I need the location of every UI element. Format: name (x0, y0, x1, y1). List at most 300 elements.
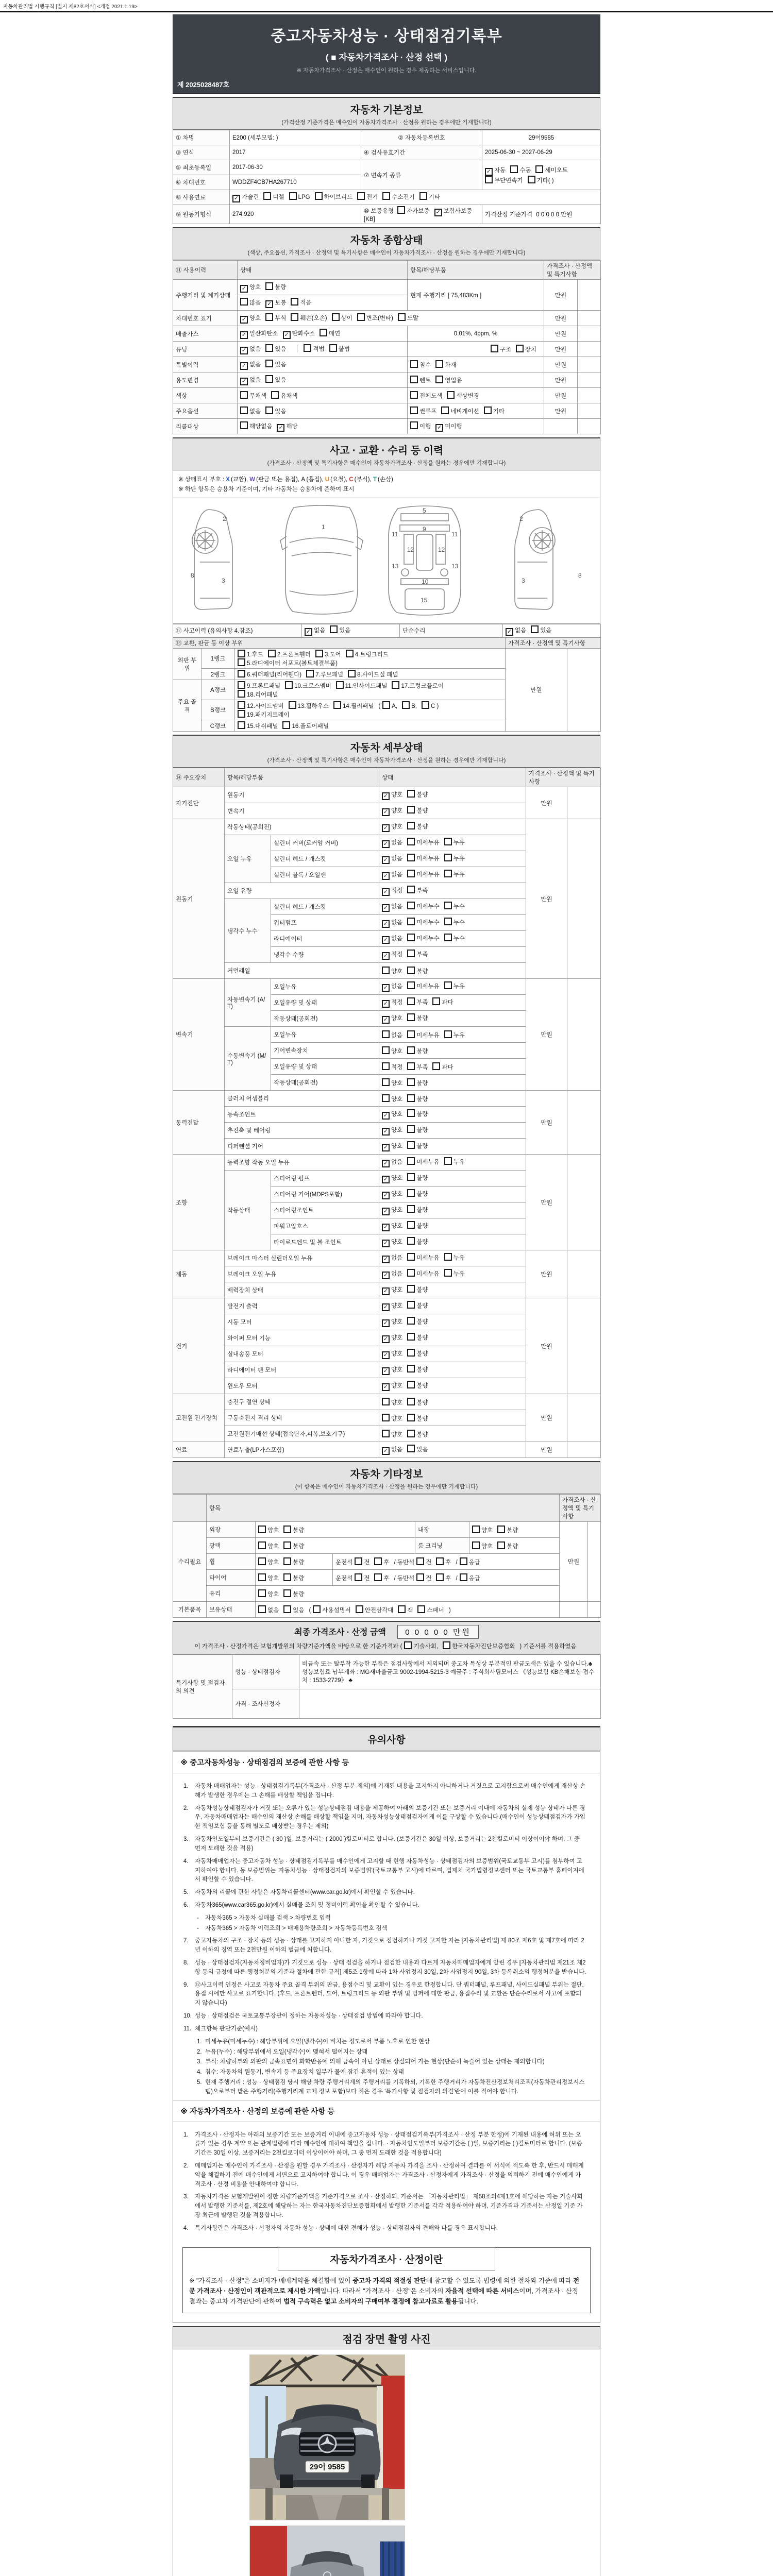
checkbox-option (410, 376, 431, 384)
checkbox[interactable] (265, 360, 273, 367)
checkbox[interactable] (291, 313, 298, 321)
checkbox[interactable] (392, 681, 399, 689)
checkbox-label: 양호 (249, 284, 261, 291)
cell: 냉각수 수량 (271, 947, 379, 963)
checkbox[interactable] (432, 997, 440, 1005)
checkbox[interactable] (315, 192, 323, 200)
checkbox[interactable] (285, 681, 293, 689)
checkbox-label: 양호 (267, 1591, 279, 1598)
checkbox[interactable] (265, 375, 273, 383)
checkbox[interactable] (407, 822, 415, 829)
checkbox[interactable] (417, 1605, 425, 1613)
checkbox-option (402, 701, 417, 709)
checkbox[interactable]: ✓ (283, 331, 291, 339)
checkbox[interactable] (382, 1046, 390, 1054)
notice-item-text: 자동차가격은 보험개발원이 정한 차량기준가액을 기준가격으로 조사 · 산정하되, 기준서는 「자동차관리법」 제58조의4제1호에 해당하는 자는 기술사회에서 발행한 기준서를, 제2호에 해당하는 자는 한국자동차진단보증협회에서 발행한 기준서를 각각 적용하여야 하며, 기준가격과 기준서는 산정일 기준 가장 최근에 발행된 것을 적용합니다. (195, 2194, 583, 2219)
checkbox[interactable] (382, 1062, 390, 1070)
checkbox[interactable] (355, 1557, 362, 1565)
checkbox[interactable] (407, 1269, 415, 1277)
checkbox[interactable] (407, 1221, 415, 1229)
diagram-label: 13 (392, 563, 399, 570)
checkbox[interactable]: ✓ (382, 824, 390, 832)
checkbox[interactable] (444, 918, 452, 925)
checkbox[interactable] (382, 701, 390, 709)
checkbox[interactable] (407, 1205, 415, 1213)
checkbox[interactable]: ✓ (382, 952, 390, 960)
checkbox[interactable]: ✓ (232, 195, 240, 202)
checkbox[interactable] (382, 1030, 390, 1038)
checkbox[interactable]: ✓ (434, 209, 442, 216)
checkbox[interactable] (419, 192, 427, 200)
checkbox[interactable] (444, 854, 452, 861)
checkbox[interactable] (238, 721, 245, 729)
checkbox[interactable] (472, 1526, 480, 1533)
inline-text: 이 가격조사 · 산정가격은 보험개발원의 차량기준가액을 바탕으로 한 기준가격과 ( (194, 1643, 402, 1650)
checkbox[interactable] (382, 1398, 390, 1405)
checkbox-option (283, 1557, 304, 1566)
checkbox[interactable] (416, 1557, 424, 1565)
notice-item (183, 1888, 586, 1897)
checkbox[interactable] (374, 1557, 382, 1565)
checkbox[interactable] (407, 790, 415, 798)
checkbox-label: 색상변경 (456, 393, 479, 399)
option-cell (379, 851, 526, 867)
checkbox[interactable] (407, 854, 415, 861)
checkbox[interactable] (407, 934, 415, 941)
cell (299, 1689, 601, 1719)
checkbox-label: 부족 (416, 888, 428, 894)
checkbox-label: 적정 (391, 952, 403, 958)
checkbox[interactable] (329, 344, 337, 352)
checkbox[interactable] (407, 1173, 415, 1181)
checkbox[interactable]: ✓ (382, 1224, 390, 1231)
checkbox[interactable]: ✓ (382, 1367, 390, 1375)
cell: ① 차명 (173, 130, 230, 145)
checkbox[interactable] (528, 176, 535, 183)
checkbox[interactable] (240, 298, 248, 306)
checkbox[interactable]: ✓ (382, 1272, 390, 1279)
checkbox[interactable] (315, 650, 323, 657)
checkbox[interactable]: ✓ (382, 1192, 390, 1199)
checkbox[interactable] (444, 981, 452, 989)
checkbox[interactable] (407, 1109, 415, 1117)
checkbox[interactable] (348, 670, 356, 677)
inline-text: ) 기준서를 적용하였음 (519, 1643, 577, 1650)
checkbox[interactable]: ✓ (382, 1256, 390, 1263)
checkbox[interactable] (435, 376, 443, 383)
checkbox-label: 양호 (391, 1143, 403, 1149)
checkbox[interactable] (407, 1094, 415, 1102)
checkbox[interactable] (460, 1557, 467, 1565)
checkbox[interactable] (304, 344, 311, 352)
checkbox[interactable] (410, 391, 418, 399)
checkbox-label: 상이 (341, 315, 352, 321)
checkbox[interactable] (407, 1414, 415, 1421)
checkbox[interactable] (443, 1641, 450, 1649)
checkbox[interactable] (283, 1557, 291, 1565)
checkbox[interactable] (382, 967, 390, 974)
checkbox[interactable]: ✓ (265, 300, 273, 308)
checkbox[interactable] (238, 701, 245, 709)
checkbox-label: 불량 (416, 1191, 428, 1197)
checkbox[interactable] (435, 360, 443, 368)
checkbox-option (382, 1222, 402, 1231)
checkbox[interactable] (258, 1526, 266, 1533)
cell (578, 342, 601, 357)
checkbox[interactable] (407, 902, 415, 909)
checkbox[interactable] (535, 165, 543, 173)
checkbox[interactable]: ✓ (506, 628, 513, 636)
checkbox[interactable] (407, 967, 415, 974)
checkbox[interactable] (407, 997, 415, 1005)
checkbox-option (410, 406, 436, 415)
checkbox[interactable] (407, 1125, 415, 1133)
checkbox[interactable]: ✓ (382, 1000, 390, 1008)
checkbox[interactable]: ✓ (240, 347, 248, 354)
checkbox[interactable] (283, 1541, 291, 1549)
checkbox[interactable] (407, 838, 415, 845)
checkbox[interactable] (444, 934, 452, 941)
checkbox[interactable] (436, 1573, 444, 1581)
checkbox[interactable]: ✓ (382, 1112, 390, 1120)
checkbox[interactable]: ✓ (382, 1128, 390, 1136)
checkbox[interactable]: ✓ (485, 168, 493, 176)
checkbox-option (240, 329, 278, 339)
checkbox[interactable] (336, 681, 344, 689)
checkbox[interactable] (531, 625, 539, 633)
checkbox[interactable] (291, 298, 298, 306)
checkbox[interactable] (410, 406, 418, 414)
inline-text: [KB] (364, 216, 375, 223)
checkbox[interactable]: ✓ (382, 1016, 390, 1024)
checkbox[interactable] (238, 710, 245, 718)
info-text-segment: ※ "가격조사 · 산정"은 소비자가 매매계약을 체결함에 있어 (189, 2277, 352, 2284)
checkbox[interactable]: ✓ (240, 378, 248, 385)
checkbox[interactable] (407, 981, 415, 989)
checkbox[interactable]: ✓ (435, 424, 443, 432)
checkbox[interactable] (238, 670, 245, 677)
option-cell (235, 680, 506, 700)
checkbox-label: 불량 (416, 1431, 428, 1438)
checkbox[interactable] (397, 206, 405, 214)
checkbox-option (240, 376, 261, 385)
checkbox-label: 누유 (453, 1159, 465, 1165)
checkbox[interactable] (444, 902, 452, 909)
checkbox[interactable] (485, 176, 493, 183)
checkbox[interactable] (407, 1030, 415, 1038)
checkbox[interactable] (410, 376, 418, 383)
checkbox[interactable] (404, 1641, 412, 1649)
checkbox-label: 일산화탄소 (249, 330, 278, 337)
cell: 브레이크 마스터 실린더오일 누유 (225, 1250, 379, 1266)
checkbox[interactable] (374, 1573, 382, 1581)
checkbox[interactable]: ✓ (382, 1335, 390, 1343)
checkbox[interactable]: ✓ (277, 424, 284, 432)
checkbox[interactable] (407, 1078, 415, 1086)
checkbox[interactable]: ✓ (382, 920, 390, 928)
option-cell (238, 342, 408, 357)
checkbox[interactable] (407, 1062, 415, 1070)
checkbox[interactable] (263, 192, 271, 200)
checkbox[interactable] (407, 870, 415, 877)
checkbox[interactable] (497, 1541, 505, 1549)
checkbox[interactable] (238, 658, 245, 666)
checkbox[interactable] (258, 1589, 266, 1597)
cell: 가격조사 · 산정액 및 특기사항 (526, 768, 601, 787)
checkbox[interactable]: ✓ (382, 1351, 390, 1359)
checkbox[interactable] (268, 650, 276, 657)
checkbox-option (382, 1174, 402, 1183)
notice-item-number: 4. (183, 2225, 189, 2231)
checkbox[interactable] (407, 1046, 415, 1054)
checkbox-option (382, 701, 397, 709)
checkbox-option (506, 626, 526, 636)
checkbox[interactable] (416, 1573, 424, 1581)
cell: 현재 주행거리 [ 75,483Km ] (408, 280, 544, 311)
option-cell (379, 1314, 526, 1330)
checkbox[interactable] (283, 1526, 291, 1533)
checkbox[interactable] (357, 192, 365, 200)
checkbox[interactable] (306, 670, 314, 677)
notice-item (197, 2058, 586, 2067)
checkbox[interactable] (407, 1253, 415, 1261)
checkbox[interactable] (333, 701, 341, 709)
checkbox[interactable] (402, 701, 410, 709)
checkbox[interactable]: ✓ (382, 936, 390, 944)
checkbox[interactable] (238, 690, 245, 698)
checkbox[interactable] (398, 313, 406, 321)
checkbox[interactable] (382, 1078, 390, 1086)
checkbox[interactable]: ✓ (240, 316, 248, 324)
checkbox[interactable] (283, 1573, 291, 1581)
inline-text: ⑩ 보증유형 (364, 208, 396, 214)
checkbox[interactable]: ✓ (240, 285, 248, 293)
cell: 제동 (173, 1250, 225, 1298)
checkbox[interactable] (407, 918, 415, 925)
checkbox[interactable] (357, 313, 365, 321)
checkbox[interactable]: ✓ (382, 1447, 390, 1455)
checkbox[interactable] (382, 1430, 390, 1437)
checkbox-option (436, 1557, 451, 1566)
checkbox[interactable]: ✓ (382, 904, 390, 912)
checkbox[interactable] (484, 406, 492, 414)
checkbox-label: 부식 (275, 315, 287, 321)
checkbox[interactable] (238, 650, 245, 657)
checkbox[interactable] (407, 1301, 415, 1309)
checkbox[interactable] (407, 1430, 415, 1437)
cell: ④ 검사유효기간 (361, 145, 482, 160)
checkbox[interactable]: ✓ (382, 984, 390, 992)
checkbox[interactable] (265, 344, 273, 352)
checkbox-label: 세미오토 (545, 167, 568, 174)
cell: C랭크 (201, 720, 235, 732)
checkbox[interactable] (436, 1557, 444, 1565)
checkbox[interactable]: ✓ (382, 856, 390, 864)
notice-item-text: ⑫사고이력 인정은 사고로 자동차 주요 골격 부위의 판금, 용접수리 및 교환이 있는 경우로 한정합니다. 단 쿼터패널, 루프패널, 사이드실패널 부위는 절단, 용접 시에만 사고로 표기합니다. (후드, 프론트펜더, 도어, 트렁크리드 등 외판 부위 및 범퍼에 대한 판금, 용접수리 및 교환은 단순수리로서 사고에 포함되지 않습니다) (195, 1981, 584, 2007)
checkbox-option (497, 1541, 518, 1550)
checkbox[interactable]: ✓ (382, 1383, 390, 1391)
checkbox[interactable] (398, 1605, 406, 1613)
checkbox-option (382, 1349, 402, 1359)
checkbox[interactable] (240, 406, 248, 414)
inline-text: ) (448, 1607, 451, 1614)
checkbox[interactable] (332, 313, 340, 321)
checkbox-label: 후 (445, 1575, 451, 1582)
checkbox[interactable]: ✓ (382, 1303, 390, 1311)
checkbox[interactable]: ✓ (382, 808, 390, 816)
cell: 브레이크 오일 누유 (225, 1266, 379, 1282)
checkbox[interactable] (346, 650, 354, 657)
checkbox[interactable] (283, 1589, 291, 1597)
checkbox[interactable] (444, 870, 452, 877)
section-basic-band (173, 97, 600, 130)
checkbox[interactable] (410, 421, 418, 429)
cell: ⑧ 사용연료 (173, 190, 230, 205)
checkbox[interactable] (283, 1605, 291, 1613)
checkbox[interactable]: ✓ (382, 1144, 390, 1151)
checkbox[interactable] (432, 1062, 440, 1070)
checkbox[interactable]: ✓ (382, 1176, 390, 1183)
notice-band: 유의사항 (173, 1726, 600, 1751)
checkbox[interactable] (407, 1349, 415, 1357)
checkbox-label: 양호 (391, 1399, 403, 1406)
checkbox[interactable] (407, 1141, 415, 1149)
checkbox-label: 과다 (442, 1064, 453, 1071)
checkbox[interactable] (472, 1541, 480, 1549)
checkbox[interactable] (444, 1030, 452, 1038)
checkbox[interactable]: ✓ (382, 1160, 390, 1167)
checkbox[interactable] (258, 1541, 266, 1549)
notice-item-text: 중고자동차의 구조 · 장치 등의 성능 · 상태를 고지하지 아니한 자, 거짓으로 점검하거나 거짓 고지한 자는 [자동차관리법] 제 80조 제6호 및 제7호에 따라 2년 이하의 징역 또는 2천만원 이하의 벌금에 처합니다. (195, 1938, 584, 1954)
checkbox[interactable]: ✓ (382, 792, 390, 800)
checkbox[interactable] (516, 345, 524, 352)
checkbox[interactable]: ✓ (305, 628, 312, 636)
price-survey-select: ( ■ 자동차가격조사 · 산정 선택 ) (325, 53, 448, 62)
option-cell (379, 1378, 526, 1394)
checkbox[interactable] (320, 329, 327, 336)
checkbox[interactable] (258, 1605, 266, 1613)
checkbox[interactable] (422, 701, 429, 709)
checkbox[interactable] (407, 1237, 415, 1245)
checkbox[interactable] (407, 950, 415, 957)
checkbox[interactable] (407, 1013, 415, 1021)
checkbox[interactable] (407, 806, 415, 814)
checkbox[interactable] (258, 1573, 266, 1581)
checkbox[interactable] (271, 391, 279, 399)
checkbox[interactable]: ✓ (382, 872, 390, 880)
section-detail-subtitle: (가격조사 · 산정액 및 특기사항은 매수인이 자동차가격조사 · 산정을 원하는 경우에만 기재합니다) (267, 757, 506, 764)
diagram-label: 2 (223, 515, 226, 522)
checkbox[interactable]: ✓ (240, 331, 248, 339)
checkbox-option (444, 838, 465, 846)
checkbox[interactable]: ✓ (240, 362, 248, 370)
cell: 타이로드엔드 및 볼 조인트 (271, 1234, 379, 1250)
checkbox-label: 양호 (391, 1048, 403, 1055)
checkbox[interactable] (444, 1253, 452, 1261)
notice-item-number: 1. (183, 1783, 189, 1789)
checkbox-option (472, 1541, 493, 1550)
checkbox-label: 많음 (249, 299, 261, 306)
checkbox[interactable] (444, 1269, 452, 1277)
checkbox[interactable] (460, 1573, 467, 1581)
notice-item-number: - (197, 1914, 199, 1921)
checkbox[interactable]: ✓ (382, 1208, 390, 1215)
checkbox[interactable] (447, 391, 455, 399)
checkbox[interactable] (407, 1381, 415, 1388)
cell: 라디에이터 팬 모터 (225, 1362, 379, 1378)
checkbox[interactable] (382, 192, 390, 200)
checkbox[interactable] (313, 1605, 321, 1613)
checkbox-option (258, 1526, 279, 1534)
cell: 성능 · 상태점검자 (232, 1655, 299, 1689)
checkbox[interactable] (407, 886, 415, 893)
checkbox-option (382, 1030, 402, 1039)
checkbox[interactable] (240, 421, 248, 429)
checkbox[interactable] (441, 406, 449, 414)
checkbox-option (407, 838, 439, 846)
checkbox[interactable] (238, 681, 245, 689)
checkbox[interactable]: ✓ (382, 1287, 390, 1295)
checkbox[interactable] (410, 360, 418, 368)
checkbox-option (283, 1605, 304, 1614)
checkbox[interactable] (407, 1189, 415, 1197)
checkbox[interactable]: ✓ (382, 1319, 390, 1327)
checkbox[interactable] (407, 1285, 415, 1293)
checkbox[interactable] (407, 1317, 415, 1325)
diagram-label: 2 (519, 515, 523, 522)
checkbox[interactable] (407, 1333, 415, 1341)
checkbox[interactable] (407, 1445, 415, 1452)
checkbox[interactable] (265, 406, 273, 414)
checkbox[interactable]: ✓ (382, 840, 390, 848)
checkbox[interactable] (282, 721, 290, 729)
checkbox[interactable] (265, 282, 273, 290)
checkbox[interactable] (382, 1414, 390, 1421)
checkbox[interactable] (497, 1526, 505, 1533)
checkbox[interactable] (330, 625, 338, 633)
checkbox[interactable] (265, 313, 273, 321)
checkbox[interactable] (289, 192, 297, 200)
checkbox[interactable] (407, 1157, 415, 1165)
checkbox[interactable] (240, 391, 248, 399)
checkbox[interactable] (510, 165, 518, 173)
checkbox[interactable]: ✓ (382, 888, 390, 896)
checkbox-label: 불량 (416, 1207, 428, 1213)
checkbox[interactable]: ✓ (382, 1240, 390, 1247)
checkbox[interactable] (444, 1157, 452, 1165)
checkbox-option (432, 1062, 453, 1071)
checkbox[interactable] (258, 1557, 266, 1565)
checkbox-label: 없음 (249, 361, 261, 368)
checkbox-option (407, 790, 428, 799)
checkbox[interactable] (444, 838, 452, 845)
notice-item-text: 부식: 차량하부와 외판의 금속표면이 화학반응에 의해 금속이 아닌 상태로 상실되어 가는 현상(단순히 녹슬어 있는 상태는 제외합니다) (205, 2059, 545, 2065)
checkbox-option (283, 1573, 304, 1582)
checkbox[interactable] (407, 1365, 415, 1372)
notice-item (197, 1924, 586, 1934)
accident-history-table (173, 624, 601, 637)
checkbox-option (258, 1541, 279, 1550)
checkbox[interactable] (407, 1398, 415, 1405)
checkbox-label: C ) (431, 703, 439, 709)
document-number: 제 2025028487호 (177, 81, 230, 89)
checkbox[interactable] (355, 1573, 362, 1581)
checkbox[interactable] (382, 1094, 390, 1102)
checkbox[interactable] (356, 1605, 363, 1613)
checkbox[interactable] (289, 701, 296, 709)
cell: 스티어링 기어(MDPS포함) (271, 1187, 379, 1202)
checkbox[interactable] (491, 345, 498, 352)
